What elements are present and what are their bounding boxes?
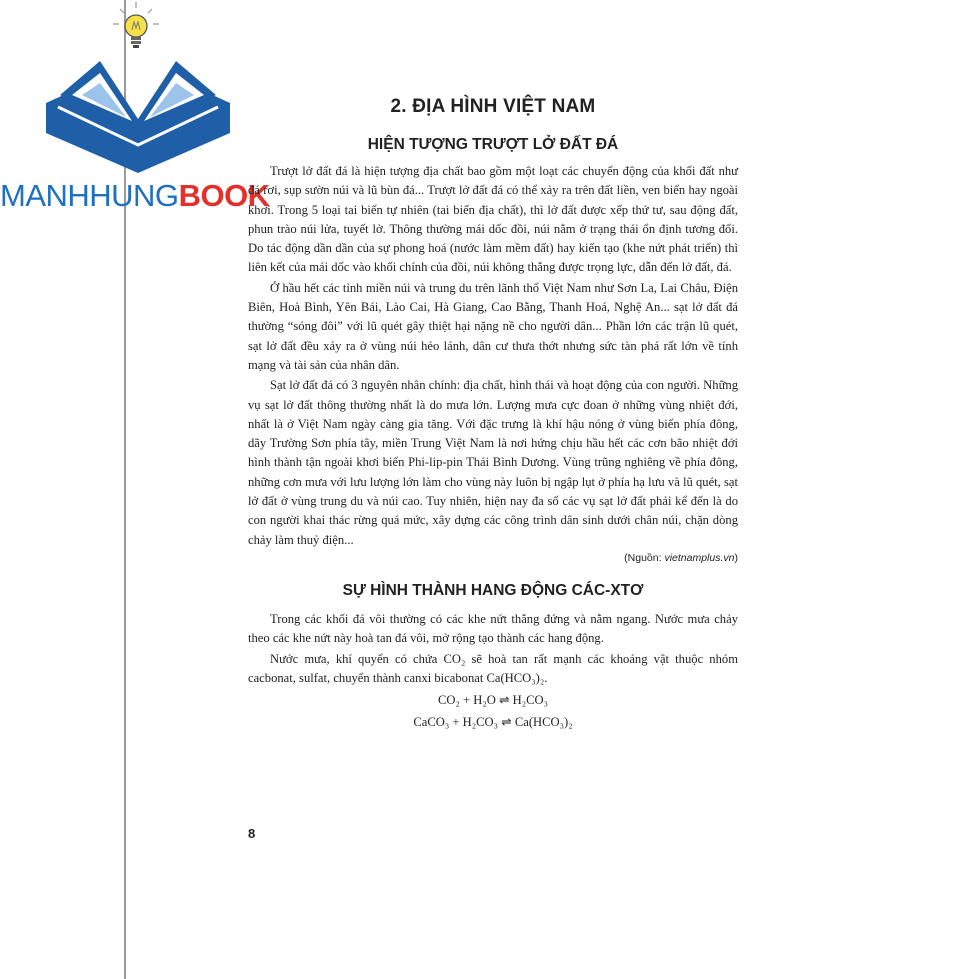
chemical-equation: CO₂ + H₂O ⇌ H₂CO₃ [437, 693, 549, 708]
article2-paragraph: Trong các khối đá vôi thường có các khe nứt thẳng đứng và nằm ngang. Nước mưa chảy theo các khe nứt này hoà tan đá vôi, mở rộng tạo thành các hang động. [248, 611, 738, 646]
article1-heading: HIỆN TƯỢNG TRƯỢT LỞ ĐẤT ĐÁ [367, 136, 619, 153]
article2-paragraph: Nước mưa, khí quyển có chứa CO₂ sẽ hoà tan rất mạnh các khoáng vật thuộc nhóm cacbonat, sulfat, chuyển thành canxi bicabonat Ca(HCO₃)₂. [248, 651, 738, 685]
article1-paragraph: Sạt lở đất đá có 3 nguyên nhân chính: địa chất, hình thái và hoạt động của con người. Những vụ sạt lở đất thông thường nhất là do mưa lớn. Lượng mưa cực đoan ở những vùng nhiệt đới, nhất là ở Việt Nam ngày càng gia tăng. Với đặc trưng là khí hậu nóng ở vùng biển phía đông, dãy Trường Sơn phía tây, miền Trung Việt Nam là nơi hứng chịu hầu hết các cơn bão nhiệt đới hình thành tận ngoài khơi biển Phi-lip-pin Thái Bình Dương. Vùng trũng nghiêng về phía đông, những cơn mưa với lưu lượng lớn làm cho vùng này luôn bị ngập lụt ở phía hạ lưu và lũ quét, sạt lở đất ở vùng trung du và núi cao. Tuy nhiên, hiện nay đa số các vụ sạt lở đất phải kể đến là do con người khai thác rừng quá mức, xây dựng các công trình dân sinh dưới chân núi, chặn dòng chảy làm thuỷ điện... [248, 378, 738, 547]
page-number: 8 [248, 826, 256, 841]
light-bulb-icon [110, 0, 162, 58]
open-book-logo-icon [38, 55, 238, 175]
source-citation [248, 552, 738, 564]
article1-paragraph: Ở hầu hết các tỉnh miền núi và trung du trên lãnh thổ Việt Nam như Sơn La, Lai Châu, Điện Biên, Hoà Bình, Yên Bái, Lào Cai, Hà Giang, Cao Bằng, Thanh Hoá, Nghệ An... sạt lở đất đá thường “sóng đôi” với lũ quét gây thiệt hại nặng nề cho người dân... Phần lớn các trận lũ quét, sạt lở đất đều xảy ra ở vùng núi hẻo lánh, dân cư thưa thớt nhưng sức tàn phá rất lớn về tính mạng và tài sản của nhân dân. [248, 280, 738, 372]
page-content [248, 96, 738, 733]
brand-name [0, 178, 270, 214]
chemical-equation: CaCO₃ + H₂CO₃ ⇌ Ca(HCO₃)₂ [413, 715, 573, 730]
article2-heading: SỰ HÌNH THÀNH HANG ĐỘNG CÁC-XTƠ [342, 581, 644, 599]
section-title: 2. ĐỊA HÌNH VIỆT NAM [390, 96, 596, 117]
brand-part1: MANHHUNG [0, 178, 179, 213]
source-prefix: (Nguồn: [624, 551, 665, 564]
article1-paragraph: Trượt lở đất đá là hiện tượng địa chất bao gồm một loạt các chuyển động của khối đất như đá rơi, sụp sườn núi và lũ bùn đá... Trượt lở đất đá có thể xảy ra trên đất liền, ven biển hay ngoài khơi. Trong 5 loại tai biến tự nhiên (tai biến địa chất), thì lở đất được xếp thứ tư, sau động đất, phun trào núi lửa, tuyết lở. Thông thường mái dốc đồi, núi nằm ở trạng thái ổn định tương đối. Do tác động dần dần của sự phong hoá (nước làm mềm đất) hay kiến tạo (khe nứt phát triển) thì liên kết của mái dốc vào khối chính của đồi, núi không thắng được trọng lực, dẫn đến lở đất, đá. [248, 164, 738, 275]
source-site: vietnamplus.vn [664, 551, 735, 564]
brand-part2: BOOK [178, 178, 270, 213]
source-suffix: ) [734, 551, 738, 564]
